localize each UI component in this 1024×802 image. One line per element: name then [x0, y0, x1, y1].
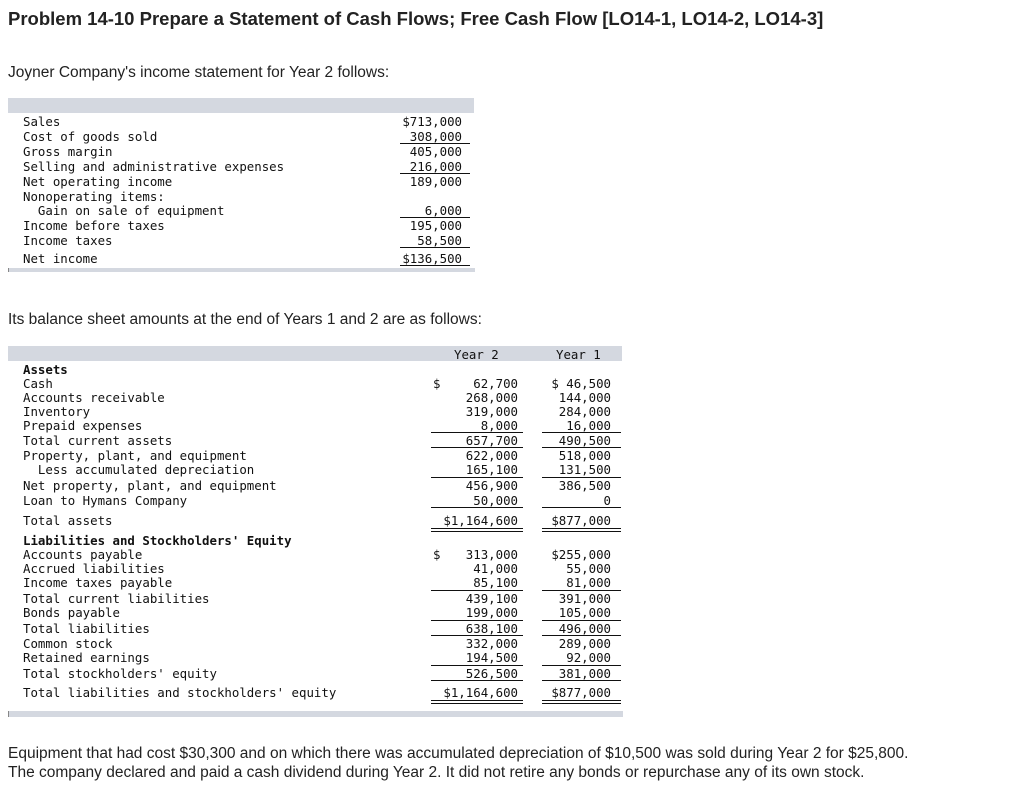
row-label: Sales	[23, 114, 61, 129]
year2-value: 456,900	[465, 478, 518, 493]
table-header-bar	[8, 98, 474, 113]
is-row-net-operating-income	[8, 174, 474, 189]
row-label: Total liabilities	[23, 621, 150, 636]
year1-value: 386,500	[558, 478, 611, 493]
underline	[431, 507, 523, 508]
col-header-year2: Year 2	[454, 347, 499, 362]
bs-row-total-equity	[8, 666, 622, 681]
table-footer-bar	[8, 711, 623, 717]
bs-row-accounts-receivable	[8, 390, 622, 405]
note-line-2: The company declared and paid a cash dividend during Year 2. It did not retire any bonds or repurchase any of its own stock.	[8, 764, 865, 781]
row-label: Gross margin	[23, 144, 113, 159]
year1-value: 391,000	[558, 591, 611, 606]
row-label: Total current liabilities	[23, 591, 210, 606]
row-value: $713,000	[402, 114, 462, 129]
year1-value: 144,000	[558, 390, 611, 405]
double-underline	[542, 528, 621, 532]
row-label: Total stockholders' equity	[23, 666, 217, 681]
row-label: Common stock	[23, 636, 113, 651]
balance-sheet-table	[8, 346, 622, 720]
row-label: Bonds payable	[23, 605, 120, 620]
year2-value: 657,700	[465, 433, 518, 448]
row-value: 405,000	[409, 144, 462, 159]
row-label: Gain on sale of equipment	[23, 203, 225, 218]
income-statement-intro: Joyner Company's income statement for Year 2 follows:	[8, 64, 390, 81]
year2-value: 199,000	[465, 605, 518, 620]
bs-row-total-current-assets	[8, 433, 622, 448]
income-statement-table	[8, 98, 474, 272]
problem-note	[8, 744, 908, 782]
year2-value: 8,000	[480, 418, 518, 433]
row-label: Income before taxes	[23, 218, 165, 233]
year2-value: 85,100	[473, 575, 518, 590]
is-row-income-before-taxes	[8, 218, 474, 233]
row-label: Total liabilities and stockholders' equity	[23, 685, 337, 700]
row-value: 189,000	[409, 174, 462, 189]
year2-value: 622,000	[465, 448, 518, 463]
year2-value: $1,164,600	[443, 685, 518, 700]
bs-row-ppe	[8, 448, 622, 463]
double-underline	[431, 700, 523, 704]
underline	[400, 247, 470, 248]
year1-value: 81,000	[566, 575, 611, 590]
year1-value: 92,000	[566, 650, 611, 665]
is-row-cogs	[8, 129, 474, 144]
year2-value: 41,000	[473, 561, 518, 576]
row-value: 6,000	[424, 203, 462, 218]
table-header-bar	[8, 346, 622, 361]
row-label: Total assets	[23, 513, 113, 528]
bs-row-accounts-payable	[8, 547, 622, 562]
bs-row-net-ppe	[8, 478, 622, 493]
row-label: Prepaid expenses	[23, 418, 143, 433]
year1-value: 289,000	[558, 636, 611, 651]
col-header-year1: Year 1	[556, 347, 601, 362]
year2-value: 50,000	[473, 493, 518, 508]
is-row-gross-margin	[8, 144, 474, 159]
year2-value: 62,700	[473, 376, 518, 391]
underline	[542, 680, 621, 681]
currency-symbol: $	[433, 376, 441, 391]
bs-row-total-liabilities-equity	[8, 685, 622, 700]
row-label: Accounts receivable	[23, 390, 165, 405]
year1-value: $877,000	[551, 513, 611, 528]
year2-value: 319,000	[465, 404, 518, 419]
year1-value: 496,000	[558, 621, 611, 636]
year1-value: $ 46,500	[551, 376, 611, 391]
is-row-nonoperating	[8, 189, 474, 204]
bs-row-accumulated-depreciation	[8, 462, 622, 477]
bs-row-total-assets	[8, 513, 622, 528]
year2-value: $1,164,600	[443, 513, 518, 528]
is-row-selling-admin	[8, 159, 474, 174]
year1-value: 490,500	[558, 433, 611, 448]
row-value: $136,500	[402, 251, 462, 266]
year2-value: 638,100	[465, 621, 518, 636]
assets-heading: Assets	[23, 362, 68, 377]
bs-row-accrued	[8, 561, 622, 576]
year1-value: 55,000	[566, 561, 611, 576]
double-underline	[542, 700, 621, 704]
year2-value: 268,000	[465, 390, 518, 405]
bs-row-total-liabilities	[8, 621, 622, 636]
year2-value: 439,100	[465, 591, 518, 606]
row-label: Cash	[23, 376, 53, 391]
bs-row-common-stock	[8, 636, 622, 651]
bs-row-cash	[8, 376, 622, 391]
bs-row-loan	[8, 493, 622, 508]
bs-row-retained-earnings	[8, 650, 622, 665]
balance-sheet-intro: Its balance sheet amounts at the end of Years 1 and 2 are as follows:	[8, 311, 482, 328]
year2-value: 313,000	[465, 547, 518, 562]
table-footer-bar	[8, 268, 475, 272]
row-label: Property, plant, and equipment	[23, 448, 247, 463]
row-label: Cost of goods sold	[23, 129, 158, 144]
bs-row-total-current-liabilities	[8, 591, 622, 606]
currency-symbol: $	[433, 547, 441, 562]
row-value: 216,000	[409, 159, 462, 174]
row-label: Income taxes	[23, 233, 113, 248]
row-label: Total current assets	[23, 433, 173, 448]
bs-row-bonds-payable	[8, 605, 622, 620]
year1-value: 105,000	[558, 605, 611, 620]
row-label: Net property, plant, and equipment	[23, 478, 277, 493]
year2-value: 332,000	[465, 636, 518, 651]
row-value: 308,000	[409, 129, 462, 144]
is-row-net-income	[8, 251, 474, 266]
year2-value: 526,500	[465, 666, 518, 681]
row-label: Accounts payable	[23, 547, 143, 562]
year2-value: 165,100	[465, 462, 518, 477]
underline	[431, 680, 523, 681]
bs-row-income-taxes-payable	[8, 575, 622, 590]
row-label: Net operating income	[23, 174, 173, 189]
year1-value: $877,000	[551, 685, 611, 700]
note-line-1: Equipment that had cost $30,300 and on which there was accumulated depreciation of $10,500 was sold during Year 2 for $25,800.	[8, 745, 909, 762]
problem-title: Problem 14-10 Prepare a Statement of Cash Flows; Free Cash Flow [LO14-1, LO14-2, LO14-3]	[8, 8, 824, 29]
row-value: 195,000	[409, 218, 462, 233]
liabilities-heading: Liabilities and Stockholders' Equity	[23, 533, 292, 548]
row-label: Accrued liabilities	[23, 561, 165, 576]
year1-value: 131,500	[558, 462, 611, 477]
row-label: Less accumulated depreciation	[23, 462, 255, 477]
row-value: 58,500	[417, 233, 462, 248]
bs-row-inventory	[8, 404, 622, 419]
row-label: Retained earnings	[23, 650, 150, 665]
year2-value: 194,500	[465, 650, 518, 665]
row-label: Selling and administrative expenses	[23, 159, 285, 174]
year1-value: $255,000	[551, 547, 611, 562]
liabilities-heading-row	[8, 533, 622, 548]
is-row-gain-on-sale	[8, 203, 474, 218]
row-label: Inventory	[23, 404, 91, 419]
is-row-sales	[8, 114, 474, 129]
year1-value: 381,000	[558, 666, 611, 681]
row-label: Income taxes payable	[23, 575, 173, 590]
bs-row-prepaid	[8, 418, 622, 433]
row-label: Nonoperating items:	[23, 189, 165, 204]
year1-value: 16,000	[566, 418, 611, 433]
row-label: Loan to Hymans Company	[23, 493, 188, 508]
row-label: Net income	[23, 251, 98, 266]
year1-value: 0	[603, 493, 611, 508]
year1-value: 518,000	[558, 448, 611, 463]
assets-heading-row	[8, 362, 622, 377]
year1-value: 284,000	[558, 404, 611, 419]
is-row-income-taxes	[8, 233, 474, 248]
double-underline	[431, 528, 523, 532]
underline	[542, 507, 621, 508]
